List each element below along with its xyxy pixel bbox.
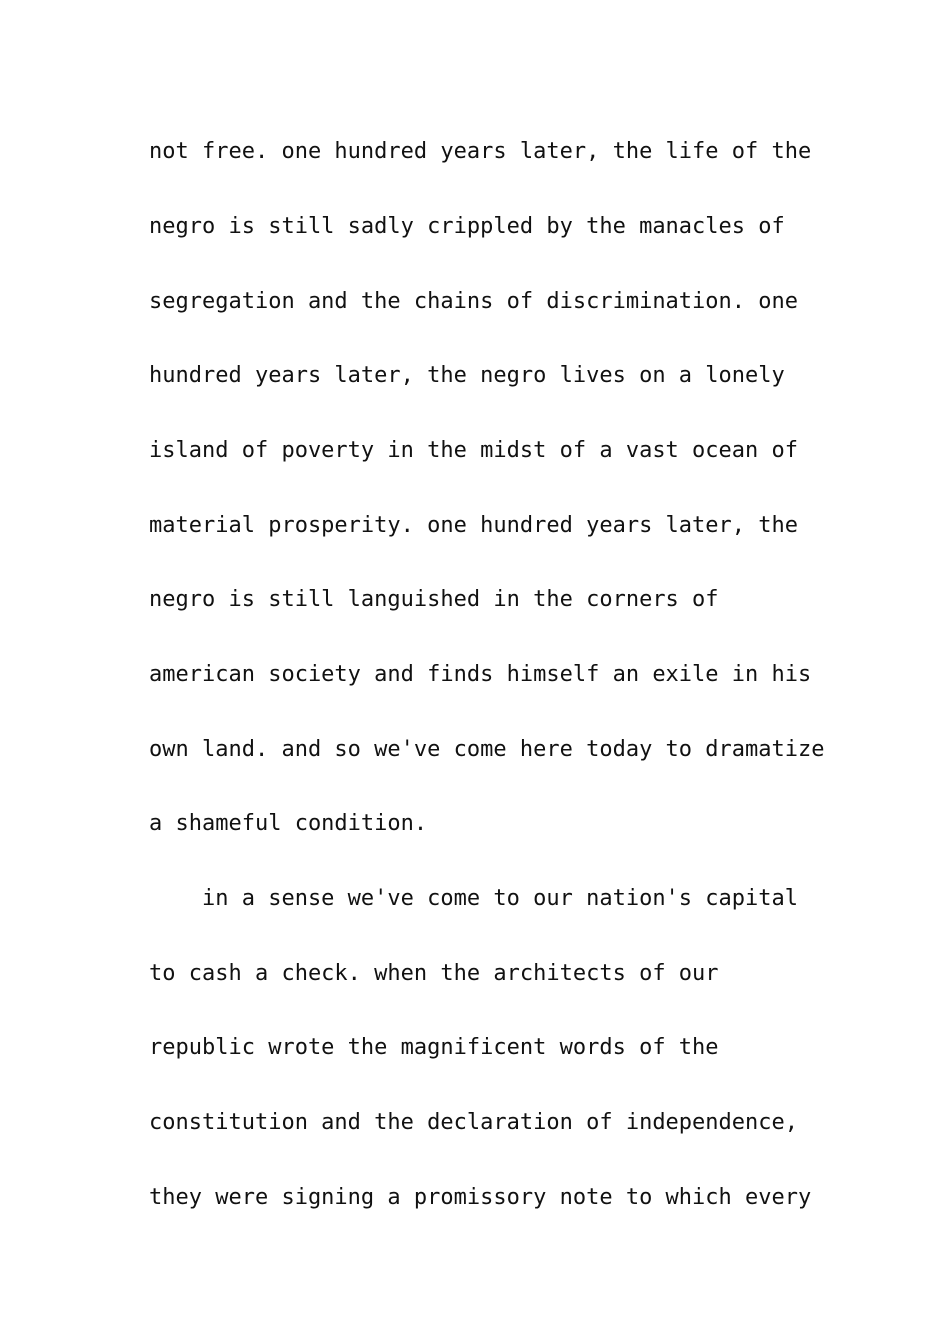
text-line: island of poverty in the midst of a vast ocean of <box>149 438 799 463</box>
text-line: not free. one hundred years later, the life of the <box>149 139 812 164</box>
text-line: american society and finds himself an exile in his <box>149 662 812 687</box>
text-line: a shameful condition. <box>149 811 428 836</box>
text-line: negro is still sadly crippled by the manacles of <box>149 214 785 239</box>
text-line: they were signing a promissory note to which every <box>149 1185 812 1210</box>
text-line: hundred years later, the negro lives on a lonely <box>149 363 785 388</box>
text-line: to cash a check. when the architects of our <box>149 961 719 986</box>
text-line: own land. and so we've come here today to dramatize <box>149 737 825 762</box>
text-line: material prosperity. one hundred years later, the <box>149 513 799 538</box>
text-line: segregation and the chains of discrimination. one <box>149 289 799 314</box>
text-line: republic wrote the magnificent words of the <box>149 1035 719 1060</box>
text-line: constitution and the declaration of independence, <box>149 1110 799 1135</box>
text-line: negro is still languished in the corners of <box>149 587 719 612</box>
text-line: in a sense we've come to our nation's capital <box>149 886 799 911</box>
